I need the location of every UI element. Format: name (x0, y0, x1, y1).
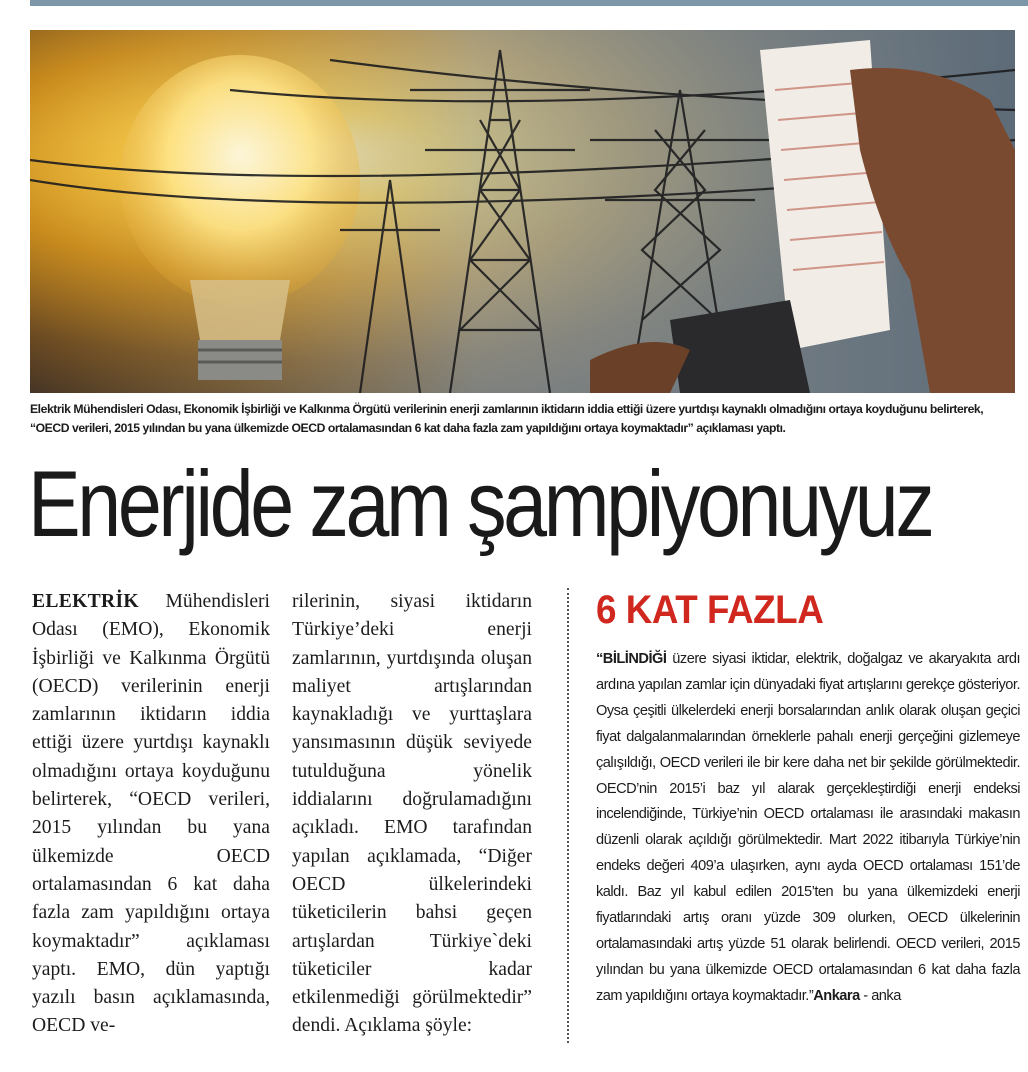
column-divider (567, 588, 569, 1043)
top-rule (30, 0, 1028, 6)
article-photo (30, 30, 1015, 393)
sidebar-body-text: üzere siyasi iktidar, elektrik, doğalgaz ve akaryakıta ardı ardına yapılan zamlar için dünyadaki fiyat artışlarını gerekçe gösteriyor. Oysa çeşitli ülkelerdeki enerji borsalarından anlık olarak oluşan geçici fiyat dalgalanmalarından örneklerle pahalı enerji gerçeğini gizlemeye çalışıldığı, OECD verileri ile bir kere daha net bir şekilde görülmektedir. OECD’nin 2015’i baz yıl alarak gerçekleştirdiği enerji endeksi incelendiğinde, Türkiye’nin OECD ortalaması ile arasındaki makasın düzenli olarak açıldığı görülmektedir. Mart 2022 itibarıyla Türkiye’nin endeks değeri 409’a ulaşırken, aynı ayda OECD ortalaması 151’de kaldı. Baz yıl kabul edilen 2015’ten bu yana ülkemizdeki enerji fiyatlarındaki artış oranı yüzde 309 olurken, OECD ülkelerinin ortalamasındaki artış yüzde 51 olarak belirlendi. OECD verileri, 2015 yılından bu yana ülkemizde OECD ortalamasından 6 kat daha fazla zam yapıldığını ortaya koymaktadır.” (596, 651, 1020, 1004)
headline: Enerjide zam şampiyonuyuz (28, 451, 932, 556)
article-column-2-text: rilerinin, siyasi iktidarın Türkiye’deki enerji zamlarının, yurtdışında oluşan maliyet artışlarından kaynakladığı ve yurttaşlara yansımasının düşük seviyede tutulduğuna yönelik iddialarını doğrulamadığını açıkladı. EMO tarafından yapılan açıklamada, “Diğer OECD ülkelerindeki tüketicilerin bahsi geçen artışlardan Türkiye`deki tüketiciler kadar etkilenmediği görülmektedir” dendi. Açıklama şöyle: (292, 591, 532, 1037)
article-column-1-text: Mühendisleri Odası (EMO), Ekonomik İşbirliği ve Kalkınma Örgütü (OECD) verilerinin enerji zamlarının iktidarın iddia ettiği üzere yurtdışı kaynaklı olmadığını ortaya koyduğunu belirterek, “OECD verileri, 2015 yılından bu yana ülkemizde OECD ortalamasından 6 kat daha fazla zam yapıldığını ortaya koymaktadır” açıklaması yaptı. EMO, dün yaptığı yazılı basın açıklamasında, OECD ve- (32, 591, 270, 1037)
article-lead-word: ELEKTRİK (32, 591, 139, 612)
sidebar-source: - anka (859, 987, 901, 1004)
photo-caption: Elektrik Mühendisleri Odası, Ekonomik İşbirliği ve Kalkınma Örgütü verilerinin enerji zamlarının iktidarın iddia ettiği üzere yurtdışı kaynaklı olmadığını ortaya koyduğunu belirterek, “OECD verileri, 2015 yılından bu yana ülkemizde OECD ortalamasından 6 kat daha fazla zam yapıldığını ortaya koymaktadır” açıklaması yaptı. (30, 402, 984, 435)
sidebar-place: Ankara (813, 987, 860, 1004)
article-column-2 (292, 588, 532, 1041)
sidebar-title: 6 KAT FAZLA (596, 588, 824, 632)
sidebar-body (596, 647, 1020, 1010)
article-column-1 (32, 588, 270, 1041)
sidebar-lead-word: “BİLİNDİĞİ (596, 651, 667, 667)
